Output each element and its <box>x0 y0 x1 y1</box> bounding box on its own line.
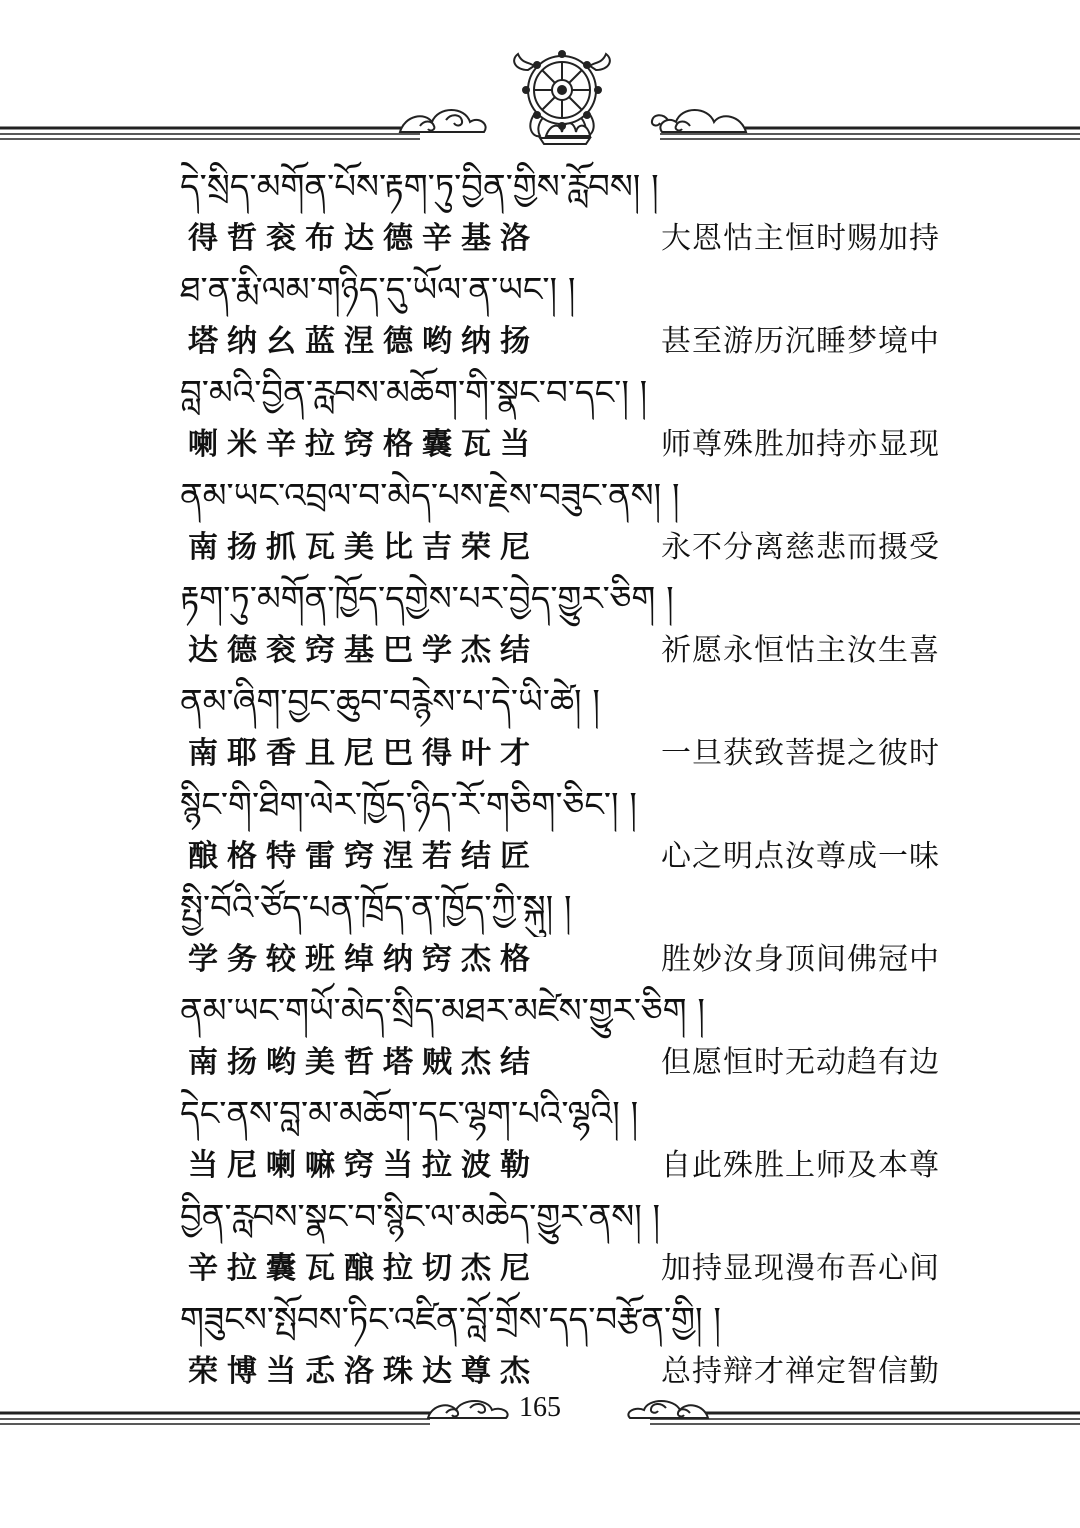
verse <box>180 879 940 982</box>
verse <box>180 1085 940 1188</box>
cloud-ornament-right <box>652 110 746 132</box>
verse <box>180 570 940 673</box>
verse <box>180 158 940 261</box>
transliteration-line: 南扬哟美哲塔贼杰结 <box>188 1045 539 1080</box>
tibetan-line: ནམ་ཞིག་བྱང་ཆུབ་བརྙེས་པ་དེ་ཡི་ཚེ། ། <box>180 682 600 722</box>
chinese-translation: 自此殊胜上师及本尊 <box>661 1148 940 1183</box>
transliteration-line: 酿格特雷窍涅若结匠 <box>188 839 539 874</box>
chinese-translation: 甚至游历沉睡梦境中 <box>661 324 940 359</box>
header-ornament <box>0 40 1080 160</box>
chinese-translation: 总持辩才禅定智信勤 <box>661 1354 940 1389</box>
verse <box>180 364 940 467</box>
transliteration-line: 当尼喇嘛窍当拉波勒 <box>188 1148 539 1183</box>
tibetan-line: ནམ་ཡང་གཡོ་མེད་སྲིད་མཐར་མཛེས་གྱུར་ཅིག ། <box>180 991 705 1031</box>
transliteration-line: 达德衮窍基巴学杰结 <box>188 633 539 668</box>
verse <box>180 776 940 879</box>
chinese-translation: 心之明点汝尊成一味 <box>661 839 940 874</box>
transliteration-line: 南扬抓瓦美比吉荣尼 <box>188 530 539 565</box>
verse <box>180 261 940 364</box>
verse <box>180 673 940 776</box>
page-number: 165 <box>519 1392 561 1423</box>
transliteration-line: 喇米辛拉窍格囊瓦当 <box>188 427 539 462</box>
header-rule-left <box>0 128 420 139</box>
chinese-translation: 师尊殊胜加持亦显现 <box>661 427 940 462</box>
chinese-translation: 但愿恒时无动趋有边 <box>661 1045 940 1080</box>
cloud-ornament-left <box>400 110 486 132</box>
dharma-wheel-icon <box>514 51 610 144</box>
chinese-translation: 大恩怙主恒时赐加持 <box>661 221 940 256</box>
chinese-translation: 加持显现漫布吾心间 <box>661 1251 940 1286</box>
tibetan-line: བླ་མའི་བྱིན་རླབས་མཆོག་གི་སྣང་བ་དང་། ། <box>180 373 648 413</box>
tibetan-line: དེང་ནས་བླ་མ་མཆོག་དང་ལྷག་པའི་ལྷའི། ། <box>180 1094 639 1134</box>
transliteration-line: 得哲衮布达德辛基洛 <box>188 221 539 256</box>
verse <box>180 467 940 570</box>
chinese-translation: 一旦获致菩提之彼时 <box>661 736 940 771</box>
tibetan-line: ནམ་ཡང་འབྲལ་བ་མེད་པས་རྗེས་བཟུང་ནས། ། <box>180 476 680 516</box>
tibetan-line: བྱིན་རླབས་སྣང་བ་སྙིང་ལ་མཆེད་གྱུར་ནས། ། <box>180 1197 661 1237</box>
tibetan-line: སྙིང་གི་ཐིག་ལེར་ཁྱོད་ཉིད་རོ་གཅིག་ཅིང་། ། <box>180 785 637 825</box>
verse-list <box>180 158 940 1394</box>
tibetan-line: སྤྱི་བོའི་ཙོད་པན་ཁྲོད་ན་ཁྱོད་ཀྱི་སྐུ། ། <box>180 888 572 928</box>
transliteration-line: 南耶香且尼巴得叶才 <box>188 736 539 771</box>
chinese-translation: 胜妙汝身顶间佛冠中 <box>661 942 940 977</box>
tibetan-line: ཐ་ན་རྨི་ལམ་གཉིད་དུ་ཡོལ་ན་ཡང་། ། <box>180 270 576 310</box>
tibetan-line: དེ་སྲིད་མགོན་པོས་རྟག་ཏུ་བྱིན་གྱིས་རློབས། ། <box>180 167 659 207</box>
verse <box>180 982 940 1085</box>
tibetan-line: གཟུངས་སྤོབས་ཏིང་འཛིན་བློ་གྲོས་དད་བརྩོན་གྱི། ། <box>180 1300 721 1340</box>
transliteration-line: 学务较班绰纳窍杰格 <box>188 942 539 977</box>
verse <box>180 1291 940 1394</box>
chinese-translation: 祈愿永恒怙主汝生喜 <box>661 633 940 668</box>
chinese-translation: 永不分离慈悲而摄受 <box>661 530 940 565</box>
tibetan-line: རྟག་ཏུ་མགོན་ཁྱོད་དགྱེས་པར་བྱེད་གྱུར་ཅིག ། <box>180 579 674 619</box>
verse <box>180 1188 940 1291</box>
transliteration-line: 荣博当忎洛珠达尊杰 <box>188 1354 539 1389</box>
transliteration-line: 辛拉囊瓦酿拉切杰尼 <box>188 1251 539 1286</box>
transliteration-line: 塔纳幺蓝涅德哟纳扬 <box>188 324 539 359</box>
footer-ornament <box>0 1380 1080 1460</box>
